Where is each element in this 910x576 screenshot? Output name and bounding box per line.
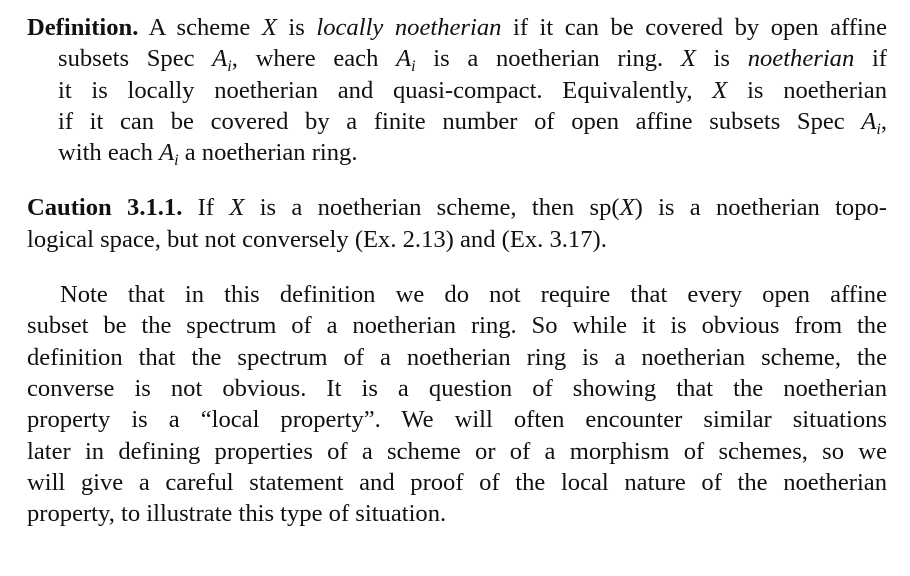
caution-line-1: Caution 3.1.1. If X is a noetherian scheme, then sp(X) is a noetherian topo- xyxy=(27,194,887,222)
caution-line-2: logical space, but not conversely (Ex. 2.13) and (Ex. 3.17). xyxy=(27,225,607,253)
note-line: property is a “local property”. We will often encounter similar situations xyxy=(27,406,887,434)
definition-line-4: if it can be covered by a finite number of open affine subsets Spec $A_i$, xyxy=(58,107,887,138)
note-line: converse is not obvious. It is a question of showing that the noetherian xyxy=(27,374,887,402)
term-noetherian: noetherian xyxy=(747,45,855,73)
note-line: later in defining properties of a scheme or of a morphism of schemes, so we xyxy=(27,437,887,465)
definition-line-3: it is locally noetherian and quasi-compact. Equivalently, X is noetherian xyxy=(58,76,887,104)
note-line: definition that the spectrum of a noetherian ring is a noetherian scheme, the xyxy=(27,343,887,371)
note-line: property, to illustrate this type of situation. xyxy=(27,500,447,528)
document-page xyxy=(27,12,887,529)
definition-heading: Definition. xyxy=(27,14,139,41)
caution-heading: Caution 3.1.1. xyxy=(27,194,183,222)
definition-paragraph xyxy=(27,12,887,168)
term-locally-noetherian: locally noetherian xyxy=(316,14,502,41)
definition-line-1: Definition. A scheme X is locally noetherian if it can be covered by open affine xyxy=(27,14,887,41)
definition-line-2: subsets Spec $A_i$, where each $A_i$ is a noetherian ring. X is noetherian if xyxy=(58,45,887,76)
note-line: subset be the spectrum of a noetherian ring. So while it is obvious from the xyxy=(27,312,887,340)
note-paragraph xyxy=(27,279,887,529)
definition-line-5: with each $A_i$ a noetherian ring. xyxy=(58,139,358,170)
caution-paragraph xyxy=(27,192,887,255)
note-line: Note that in this definition we do not require that every open affine xyxy=(60,281,887,309)
note-line: will give a careful statement and proof of the local nature of the noetherian xyxy=(27,468,887,496)
